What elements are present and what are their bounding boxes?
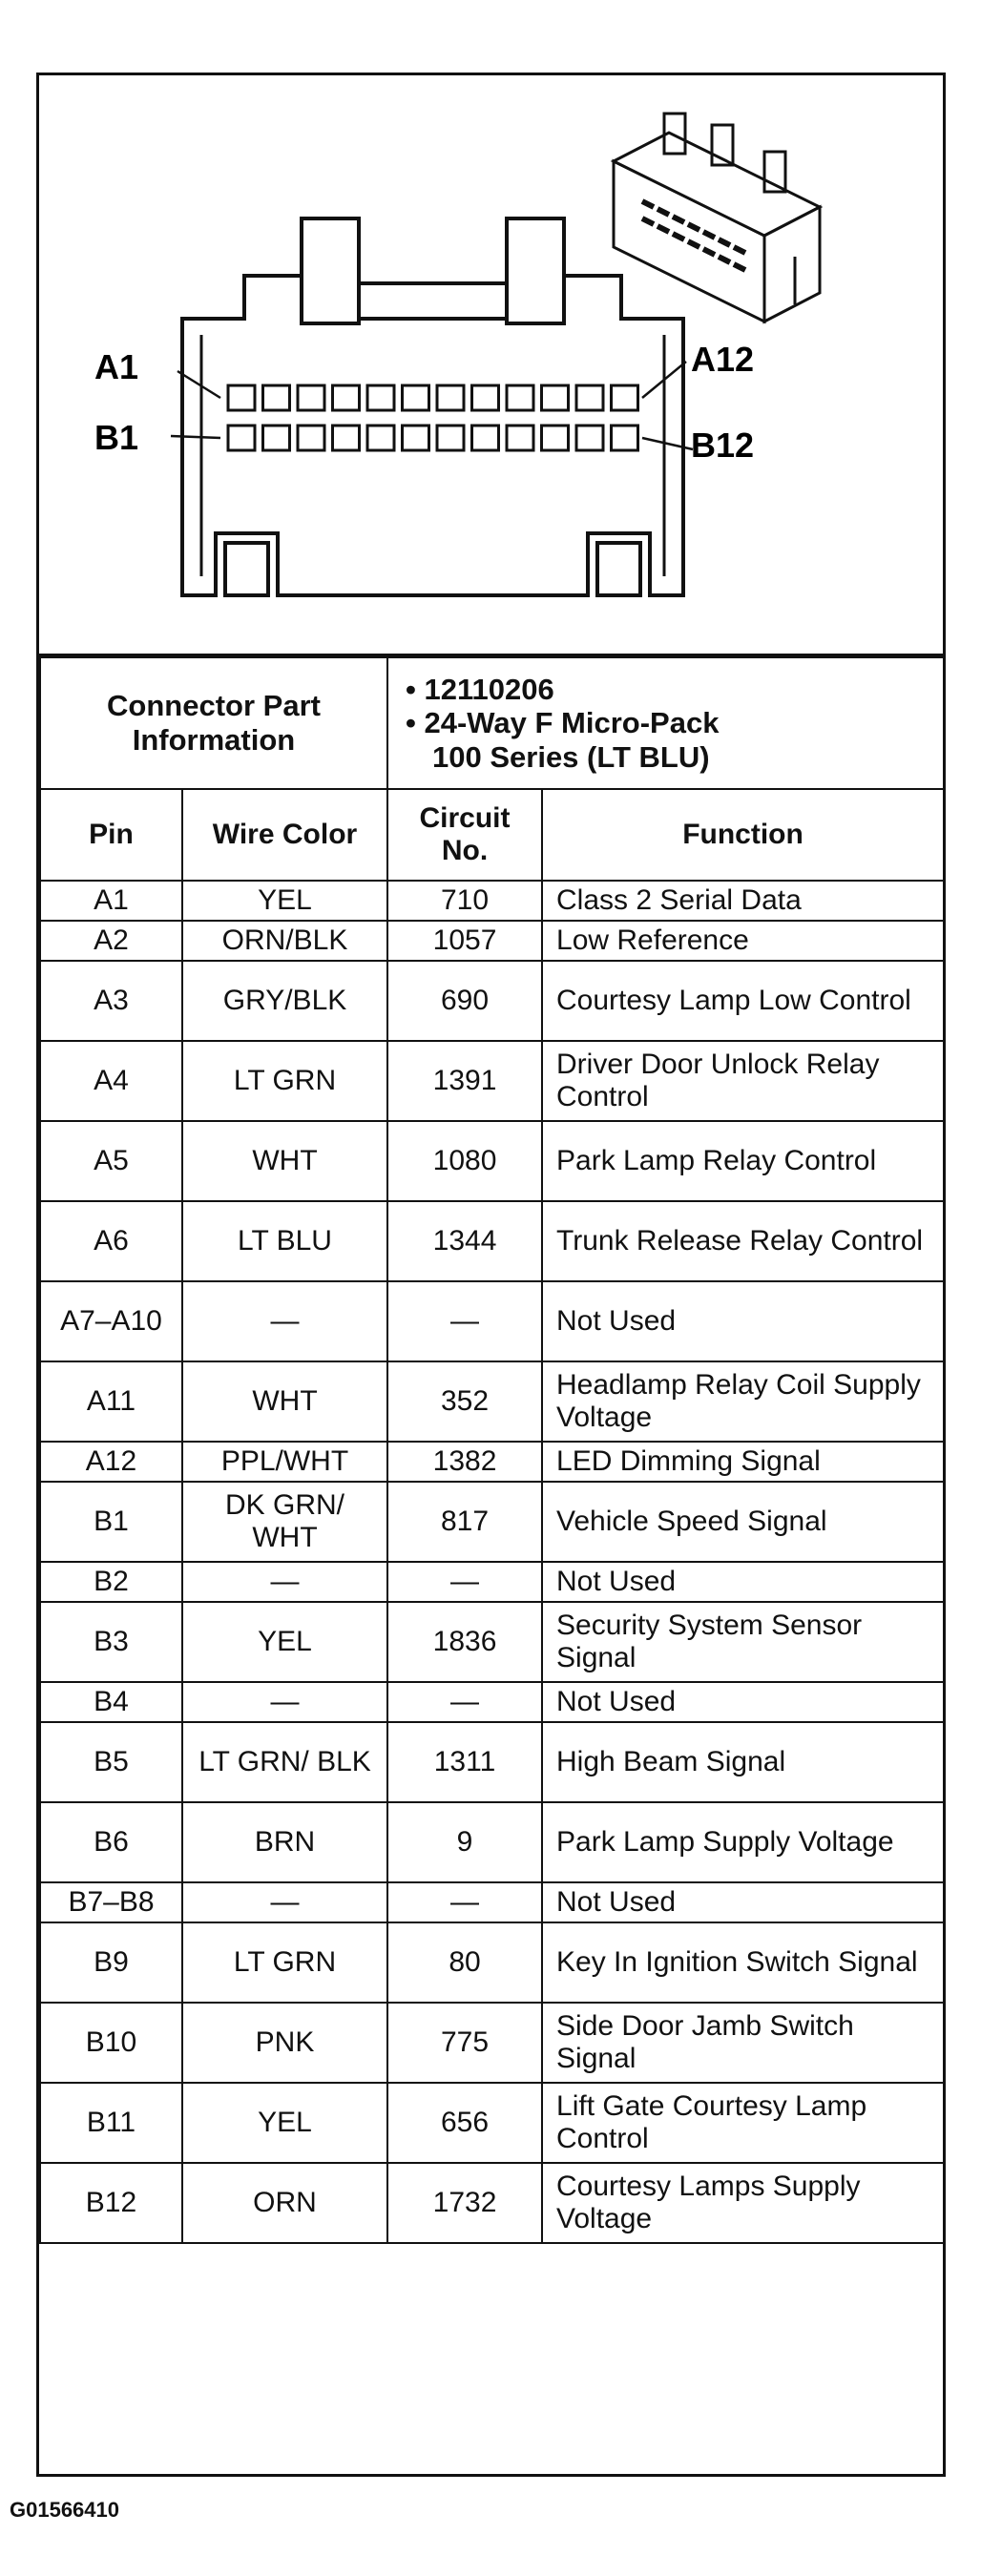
table-row	[40, 2083, 944, 2163]
wire-color-cell: LT BLU	[182, 1201, 387, 1281]
pin-cell: B5	[40, 1722, 182, 1802]
table-row	[40, 1201, 944, 1281]
function-cell: Not Used	[542, 1562, 944, 1602]
pin-label-a1: A1	[94, 347, 139, 386]
pin-cell: B7–B8	[40, 1882, 182, 1922]
pin-cavity-b12	[612, 426, 638, 450]
function-cell: Key In Ignition Switch Signal	[542, 1922, 944, 2003]
connector-face-drawing	[39, 75, 943, 654]
header-circuit-no: Circuit No.	[387, 789, 542, 881]
wire-color-cell: ORN/BLK	[182, 921, 387, 961]
wire-color-cell: YEL	[182, 881, 387, 921]
connector-face-outline	[182, 218, 683, 595]
wire-color-cell: LT GRN	[182, 1041, 387, 1121]
wire-color-cell: —	[182, 1682, 387, 1722]
pin-cell: A11	[40, 1361, 182, 1442]
wire-color-cell: PNK	[182, 2003, 387, 2083]
circuit-cell: 9	[387, 1802, 542, 1882]
pin-cavity-b6	[403, 426, 429, 450]
table-row	[40, 2003, 944, 2083]
connector-series: 100 Series (LT BLU)	[432, 739, 710, 774]
pin-cavity-a2	[263, 385, 290, 410]
pin-label-b1: B1	[94, 418, 139, 457]
wire-color-cell: WHT	[182, 1361, 387, 1442]
pin-cavity-b9	[507, 426, 533, 450]
function-cell: LED Dimming Signal	[542, 1442, 944, 1482]
header-wire-color: Wire Color	[182, 789, 387, 881]
function-cell: High Beam Signal	[542, 1722, 944, 1802]
pin-cavity-b10	[542, 426, 569, 450]
function-cell: Courtesy Lamp Low Control	[542, 961, 944, 1041]
function-cell: Class 2 Serial Data	[542, 881, 944, 921]
connector-info-values: • 12110206 • 24-Way F Micro-Pack 100 Series (LT BLU)	[387, 657, 944, 789]
circuit-cell: 1391	[387, 1041, 542, 1121]
circuit-cell: 1057	[387, 921, 542, 961]
function-cell: Not Used	[542, 1682, 944, 1722]
function-cell: Low Reference	[542, 921, 944, 961]
circuit-cell: 1732	[387, 2163, 542, 2243]
table-row	[40, 1482, 944, 1562]
circuit-cell: —	[387, 1562, 542, 1602]
table-row	[40, 1281, 944, 1361]
wire-color-cell: WHT	[182, 1121, 387, 1201]
pin-cavity-a1	[228, 385, 255, 410]
function-cell: Not Used	[542, 1882, 944, 1922]
function-cell: Trunk Release Relay Control	[542, 1201, 944, 1281]
pin-cavity-a4	[333, 385, 360, 410]
table-row	[40, 1882, 944, 1922]
wire-color-cell: YEL	[182, 1602, 387, 1682]
wire-color-cell: —	[182, 1562, 387, 1602]
pin-cell: B1	[40, 1482, 182, 1562]
header-pin: Pin	[40, 789, 182, 881]
circuit-cell: —	[387, 1281, 542, 1361]
pin-cavity-a5	[367, 385, 394, 410]
circuit-cell: 1344	[387, 1201, 542, 1281]
pin-cavity-a9	[507, 385, 533, 410]
header-function: Function	[542, 789, 944, 881]
table-row	[40, 1682, 944, 1722]
circuit-cell: 817	[387, 1482, 542, 1562]
circuit-cell: —	[387, 1682, 542, 1722]
table-row	[40, 1361, 944, 1442]
pin-cell: B4	[40, 1682, 182, 1722]
table-row	[40, 1041, 944, 1121]
circuit-cell: —	[387, 1882, 542, 1922]
figure-id: G01566410	[10, 2498, 119, 2522]
pin-cavity-a7	[437, 385, 464, 410]
pin-cavity-b4	[333, 426, 360, 450]
pin-label-b12: B12	[691, 426, 755, 465]
circuit-cell: 80	[387, 1922, 542, 2003]
pin-cavity-b11	[576, 426, 603, 450]
table-row	[40, 1802, 944, 1882]
pin-cavity-a10	[542, 385, 569, 410]
pin-cell: B3	[40, 1602, 182, 1682]
function-cell: Park Lamp Relay Control	[542, 1121, 944, 1201]
table-row	[40, 921, 944, 961]
wire-color-cell: —	[182, 1882, 387, 1922]
function-cell: Lift Gate Courtesy Lamp Control	[542, 2083, 944, 2163]
pin-cell: A5	[40, 1121, 182, 1201]
pin-cell: A12	[40, 1442, 182, 1482]
function-cell: Side Door Jamb Switch Signal	[542, 2003, 944, 2083]
pin-cell: B12	[40, 2163, 182, 2243]
pin-cell: B9	[40, 1922, 182, 2003]
wire-color-cell: YEL	[182, 2083, 387, 2163]
circuit-cell: 710	[387, 881, 542, 921]
circuit-cell: 690	[387, 961, 542, 1041]
connector-info-label: Connector Part Information	[40, 657, 387, 789]
connector-info-row	[40, 657, 944, 789]
circuit-cell: 1836	[387, 1602, 542, 1682]
wire-color-cell: LT GRN/ BLK	[182, 1722, 387, 1802]
table-row	[40, 1442, 944, 1482]
circuit-cell: 656	[387, 2083, 542, 2163]
part-number: 12110206	[424, 672, 554, 706]
function-cell: Vehicle Speed Signal	[542, 1482, 944, 1562]
connector-sheet	[36, 73, 946, 2477]
pin-cavity-a8	[472, 385, 499, 410]
pin-label-a12: A12	[691, 340, 755, 379]
table-row	[40, 961, 944, 1041]
circuit-cell: 352	[387, 1361, 542, 1442]
pin-cavity-b8	[472, 426, 499, 450]
table-header-row	[40, 789, 944, 881]
wire-color-cell: PPL/WHT	[182, 1442, 387, 1482]
pin-cell: A2	[40, 921, 182, 961]
wire-color-cell: GRY/BLK	[182, 961, 387, 1041]
function-cell: Park Lamp Supply Voltage	[542, 1802, 944, 1882]
pin-cavity-a11	[576, 385, 603, 410]
function-cell: Not Used	[542, 1281, 944, 1361]
table-row	[40, 881, 944, 921]
pin-cavity-a6	[403, 385, 429, 410]
pin-cell: A6	[40, 1201, 182, 1281]
pin-cavity-b7	[437, 426, 464, 450]
circuit-cell: 775	[387, 2003, 542, 2083]
pin-cavity-b2	[263, 426, 290, 450]
circuit-cell: 1382	[387, 1442, 542, 1482]
function-cell: Driver Door Unlock Relay Control	[542, 1041, 944, 1121]
connector-isometric-icon	[614, 114, 820, 322]
function-cell: Courtesy Lamps Supply Voltage	[542, 2163, 944, 2243]
table-row	[40, 1922, 944, 2003]
pin-cavity-b3	[298, 426, 324, 450]
function-cell: Headlamp Relay Coil Supply Voltage	[542, 1361, 944, 1442]
pin-cell: A4	[40, 1041, 182, 1121]
pin-cavity-b1	[228, 426, 255, 450]
connector-diagram	[39, 75, 943, 656]
table-row	[40, 1562, 944, 1602]
table-row	[40, 2163, 944, 2243]
table-row	[40, 1602, 944, 1682]
circuit-cell: 1311	[387, 1722, 542, 1802]
table-row	[40, 1121, 944, 1201]
pin-cavity-a3	[298, 385, 324, 410]
function-cell: Security System Sensor Signal	[542, 1602, 944, 1682]
pin-cavity-grid	[228, 385, 638, 450]
table-row	[40, 1722, 944, 1802]
wire-color-cell: BRN	[182, 1802, 387, 1882]
wire-color-cell: DK GRN/ WHT	[182, 1482, 387, 1562]
wire-color-cell: LT GRN	[182, 1922, 387, 2003]
pin-cell: A7–A10	[40, 1281, 182, 1361]
pinout-table	[39, 656, 945, 2244]
pin-cell: A1	[40, 881, 182, 921]
pin-cell: B11	[40, 2083, 182, 2163]
pin-cell: A3	[40, 961, 182, 1041]
pin-cell: B2	[40, 1562, 182, 1602]
wire-color-cell: —	[182, 1281, 387, 1361]
wire-color-cell: ORN	[182, 2163, 387, 2243]
pin-cavity-a12	[612, 385, 638, 410]
pin-cell: B10	[40, 2003, 182, 2083]
pin-cavity-b5	[367, 426, 394, 450]
circuit-cell: 1080	[387, 1121, 542, 1201]
pin-cell: B6	[40, 1802, 182, 1882]
connector-type: 24-Way F Micro-Pack	[424, 706, 720, 740]
